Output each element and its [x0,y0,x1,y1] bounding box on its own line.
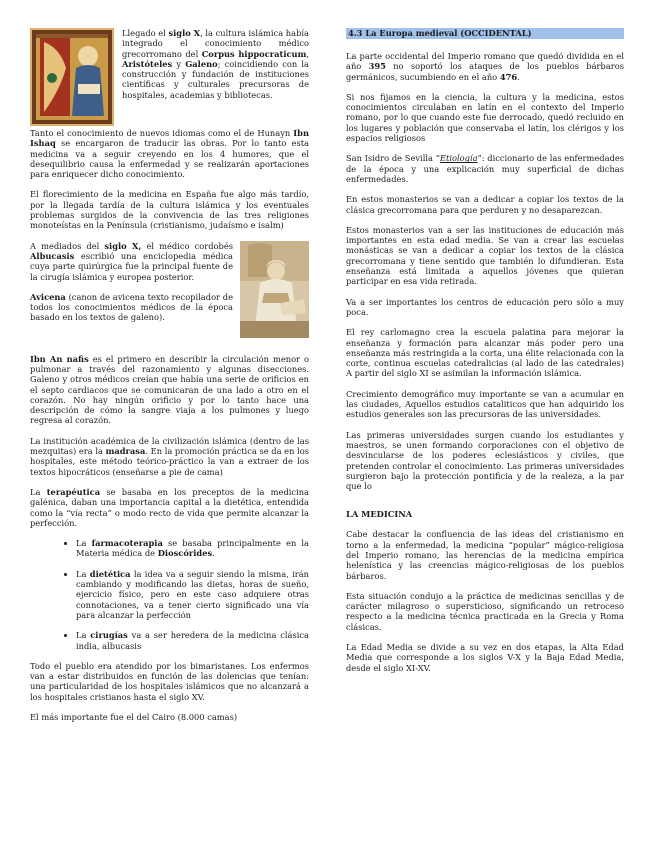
intro-paragraph: Llegado el siglo X, la cultura islámica había integrado el conocimiento médico grecorromano del Corpus hippocraticum, Aristóteles y Galeno; coincidiendo con la construcción y fundación de instituciones científicas y culturales precursoras de hospitales, academias y bibliotecas. [122,28,310,100]
spain-paragraph: El florecimiento de la medicina en España fue algo más tardío, por la llegada tardía de la cultura islámica y los eventuales problemas surgidos de la convivencia de las tres religiones monoteístas en la Península (cristianismo, judaísmo e isalm) [30,189,309,231]
medicine-section-title: LA MEDICINA [346,509,413,520]
translation-paragraph: Tanto el conocimiento de nuevos idiomas como el de Hunayn Ibn Ishaq se encargaron de traducir las obras. Por lo tanto esta medicina va a seguir creyendo en los 4 humores, que el desequilibrio causa la enfermedad y se realizarán aportaciones para enriquecer dicho conocimiento. [30,128,309,180]
ibn-an-nafis-paragraph: Ibn An nafis es el primero en describir la circulación menor o pulmonar a través del razonamiento y algunas disecciones. Galeno y otros médicos creían que había una serie de orificios en el septo cardiacos que se comunicaran de una lado a otro en el corazón. No hay ningún orificio y por lo tanto hace una descripción de cómo la sangre viaja a los pulmones y luego regresa al corazón. [30,353,309,426]
list-item: • La dietética la idea va a seguir siendo la misma, irán cambiando y modificando las dietas, horas de sueño, ejercicio físico, pero en este caso adquiere otras connotaciones, va a tener cierto significado una vía para alcanzar la perfección [76,569,309,620]
latin-knowledge-paragraph: Si nos fijamos en la ciencia, la cultura y la medicina, estos conocimientos circulaban en latín en el contexto del Imperio romano, por lo que cuando este fue derrocado, quedó recluido en los lugares y población que conservaba el latín, los clérigos y los espacios religiosos [346,91,624,144]
madrasa-paragraph: La institución académica de la civilización islámica (dentro de las mezquitas) era la madrasa. En la promoción práctica se da en los hospitales, este método teórico-práctico la van a extraer de los textos hipocráticos (enseñarse a pie de cama) [30,435,309,477]
right-column [346,28,624,683]
carlomagno-paragraph: El rey carlomagno crea la escuela palatina para mejorar la enseñanza y formación para alcanzar más poder pero una enseñanza más restringida a la corta, una élite relacionada con la corte, continua escuelas catedralicias (al lado de las catedrales) A partir del siglo XI se asimilan la información islámica. [346,327,624,379]
scholar-portrait-image [240,241,309,338]
roman-empire-paragraph: La parte occidental del Imperio romano que quedó dividida en el año 395 no soportó los ataques de los pueblos bárbaros germánicos, sucumbiendo en el año 476. [346,51,624,82]
avicena-paragraph: Avicena (canon de avicena texto recopilador de todos los conocimientos médicos de la época basado en los textos de galeno). [30,291,233,323]
cairo-paragraph: El más importante fue el del Cairo (8.000 camas) [30,711,238,722]
list-item: • La cirugías va a ser heredera de la medicina clásica india, albucasis [76,630,309,651]
middle-ages-periods-paragraph: La Edad Media se divide a su vez en dos etapas, la Alta Edad Media que corresponde a los siglos V-X y la Baja Edad Media, desde el siglo XI-XV. [346,642,624,673]
medicine-situation-paragraph: Esta situación condujo a la práctica de medicinas sencillas y de carácter milagroso o supersticioso, significando un retroceso respecto a la medicina técnica practicada en la Grecia y Roma clásicas. [346,590,624,632]
isidoro-paragraph: San Isidro de Sevilla “Etiología”: diccionario de las enfermedades de la época y una explicación muy superficial de dichas enfermedades. [346,153,624,184]
therapy-list [30,538,309,651]
education-centers-paragraph: Va a ser importantes los centros de educación pero sólo a muy poca. [346,296,624,317]
illuminated-manuscript-image [30,28,114,126]
list-item: • La farmacoterapia se basaba principalmente en la Materia médica de Dioscórides. [76,538,309,559]
monasteries-copy-paragraph: En estos monasterios se van a dedicar a copiar los textos de la clásica grecorromana para que perduren y no desaparezcan. [346,194,624,215]
medicine-confluence-paragraph: Cabe destacar la confluencia de las ideas del cristianismo en torno a la enfermedad, la medicina “popular” mágico-religiosa del Imperio romano, las herencias de la medicina empírica helenística y las creencias mágico-religiosas de los pueblos bárbaros. [346,529,624,581]
demographic-paragraph: Crecimiento demográfico muy importante se van a acumular en las ciudades, Aquellos estudios cataliticos que han adquirido los estudios generales son las precursoras de las universidades. [346,388,624,420]
universities-paragraph: Las primeras universidades surgen cuando los estudiantes y maestros, se unen formando corporaciones con el objetivo de desvincularse de los poderes eclesiásticos y civiles, que pretenden controlar el conocimiento. Las primeras universidades surgieron bajo la protección pontificia y de la realeza, a la par que lo [346,429,624,492]
albucasis-paragraph: A mediados del siglo X, el médico cordobés Albucasis escribió una enciclopedia médica cuya parte quirúrgica fue la principal fuente de la cirugía islámica y europea posterior. [30,240,233,282]
section-header: 4.3 La Europa medieval (OCCIDENTAL) [346,28,624,39]
left-column [30,28,309,732]
bimaristanes-paragraph: Todo el pueblo era atendido por los bimaristanes. Los enfermos van a estar distribuidos en función de las dolencias que tenían: una particularidad de los hospitales islámicos que no alcanzará a los hospitales cristianos hasta el siglo XV. [30,660,309,702]
therapeutics-paragraph: La terapéutica se basaba en los preceptos de la medicina galénica, daban una importancia capital a la dietética, entendida como la “vía recta” o modo recto de vida que permite alcanzar la perfección. [30,486,309,528]
monastic-schools-paragraph: Estos monasterios van a ser las instituciones de educación más importantes en esta edad media. Se van a crear las escuelas monásticas se van a dedicar a copiar los textos de la clásica grecorromana y tiene sentido que también lo difundieran. Esta enseñanza está limitada a aquellos jóvenes que quieran participar en esa vida retirada. [346,224,624,287]
